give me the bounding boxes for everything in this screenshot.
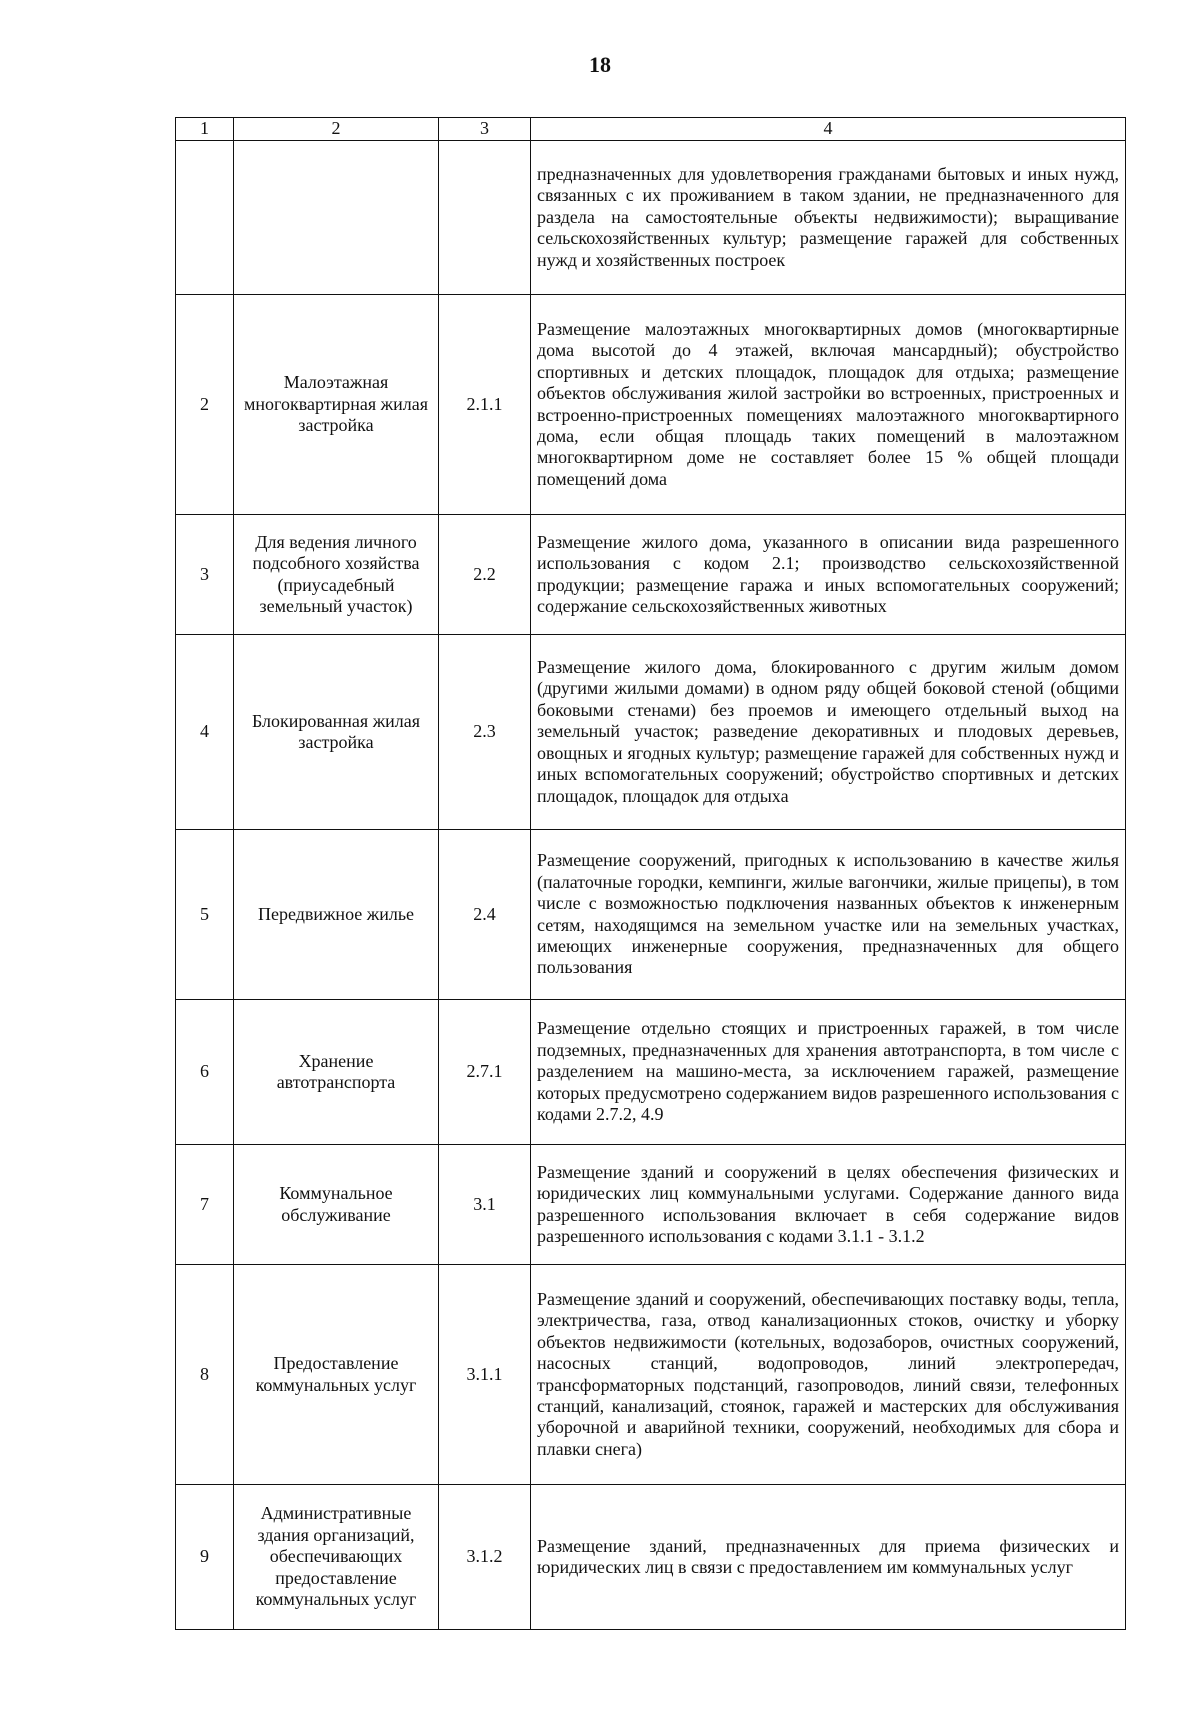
use-type-code: 3.1.1 bbox=[439, 1265, 531, 1485]
use-type-description: Размещение зданий и сооружений в целях обеспечения физических и юридических лиц коммунальными услугами. Содержание данного вида разрешенного использования включает в себя содержание видов разрешенного использования с кодами 3.1.1 - 3.1.2 bbox=[531, 1145, 1126, 1265]
column-header-2: 2 bbox=[234, 118, 439, 141]
table-row bbox=[176, 1000, 1126, 1145]
table-row bbox=[176, 1145, 1126, 1265]
land-use-table bbox=[175, 117, 1126, 1630]
use-type-description: Размещение сооружений, пригодных к использованию в качестве жилья (палаточные городки, кемпинги, жилые вагончики, жилые прицепы), в том числе с возможностью подключения названных объектов к инженерным сетям, находящимся на земельном участке или на земельных участках, имеющих инженерные сооружения, предназначенных для общего пользования bbox=[531, 830, 1126, 1000]
use-type-code bbox=[439, 141, 531, 295]
use-type-name bbox=[234, 141, 439, 295]
use-type-name: Хранение автотранспорта bbox=[234, 1000, 439, 1145]
use-type-code: 2.7.1 bbox=[439, 1000, 531, 1145]
row-number: 4 bbox=[176, 635, 234, 830]
table-row bbox=[176, 830, 1126, 1000]
column-header-1: 1 bbox=[176, 118, 234, 141]
row-number: 9 bbox=[176, 1485, 234, 1630]
row-number: 5 bbox=[176, 830, 234, 1000]
table-row bbox=[176, 1485, 1126, 1630]
row-number bbox=[176, 141, 234, 295]
table-row bbox=[176, 141, 1126, 295]
use-type-description: Размещение отдельно стоящих и пристроенных гаражей, в том числе подземных, предназначенных для хранения автотранспорта, в том числе с разделением на машино-места, за исключением гаражей, размещение которых предусмотрено содержанием видов разрешенного использования с кодами 2.7.2, 4.9 bbox=[531, 1000, 1126, 1145]
use-type-description: Размещение зданий и сооружений, обеспечивающих поставку воды, тепла, электричества, газа, отвод канализационных стоков, очистку и уборку объектов недвижимости (котельных, водозаборов, очистных сооружений, насосных станций, водопроводов, линий электропередач, трансформаторных подстанций, газопроводов, линий связи, телефонных станций, канализаций, стоянок, гаражей и мастерских для обслуживания уборочной и аварийной техники, сооружений, необходимых для сбора и плавки снега) bbox=[531, 1265, 1126, 1485]
table-row bbox=[176, 1265, 1126, 1485]
use-type-name: Коммунальное обслуживание bbox=[234, 1145, 439, 1265]
use-type-name: Предоставление коммунальных услуг bbox=[234, 1265, 439, 1485]
use-type-description: Размещение жилого дома, блокированного с другим жилым домом (другими жилыми домами) в одном ряду общей боковой стеной (общими боковыми стенами) без проемов и имеющего отдельный выход на земельный участок; разведение декоративных и плодовых деревьев, овощных и ягодных культур; размещение гаражей для собственных нужд и иных вспомогательных сооружений; обустройство спортивных и детских площадок, площадок для отдыха bbox=[531, 635, 1126, 830]
use-type-name: Блокированная жилая застройка bbox=[234, 635, 439, 830]
table-row bbox=[176, 295, 1126, 515]
row-number: 2 bbox=[176, 295, 234, 515]
use-type-code: 2.2 bbox=[439, 515, 531, 635]
header-row bbox=[176, 118, 1126, 141]
use-type-code: 2.4 bbox=[439, 830, 531, 1000]
use-type-name: Административные здания организаций, обеспечивающих предоставление коммунальных услуг bbox=[234, 1485, 439, 1630]
row-number: 6 bbox=[176, 1000, 234, 1145]
use-type-code: 3.1.2 bbox=[439, 1485, 531, 1630]
use-type-description: предназначенных для удовлетворения гражданами бытовых и иных нужд, связанных с их проживанием в таком здании, не предназначенного для раздела на самостоятельные объекты недвижимости); выращивание сельскохозяйственных культур; размещение гаражей для собственных нужд и хозяйственных построек bbox=[531, 141, 1126, 295]
row-number: 3 bbox=[176, 515, 234, 635]
use-type-code: 3.1 bbox=[439, 1145, 531, 1265]
use-type-description: Размещение зданий, предназначенных для приема физических и юридических лиц в связи с предоставлением им коммунальных услуг bbox=[531, 1485, 1126, 1630]
use-type-name: Для ведения личного подсобного хозяйства (приусадебный земельный участок) bbox=[234, 515, 439, 635]
page-number: 18 bbox=[589, 52, 611, 77]
table-row bbox=[176, 635, 1126, 830]
row-number: 8 bbox=[176, 1265, 234, 1485]
use-type-description: Размещение жилого дома, указанного в описании вида разрешенного использования с кодом 2.1; производство сельскохозяйственной продукции; размещение гаража и иных вспомогательных сооружений; содержание сельскохозяйственных животных bbox=[531, 515, 1126, 635]
column-header-4: 4 bbox=[531, 118, 1126, 141]
column-header-3: 3 bbox=[439, 118, 531, 141]
use-type-name: Малоэтажная многоквартирная жилая застройка bbox=[234, 295, 439, 515]
table-row bbox=[176, 515, 1126, 635]
use-type-name: Передвижное жилье bbox=[234, 830, 439, 1000]
use-type-code: 2.3 bbox=[439, 635, 531, 830]
row-number: 7 bbox=[176, 1145, 234, 1265]
use-type-code: 2.1.1 bbox=[439, 295, 531, 515]
use-type-description: Размещение малоэтажных многоквартирных домов (многоквартирные дома высотой до 4 этажей, включая мансардный); обустройство спортивных и детских площадок, площадок для отдыха; размещение объектов обслуживания жилой застройки во встроенных, пристроенных и встроенно-пристроенных помещениях малоэтажного многоквартирного дома, если общая площадь таких помещений в малоэтажном многоквартирном доме не составляет более 15 % общей площади помещений дома bbox=[531, 295, 1126, 515]
